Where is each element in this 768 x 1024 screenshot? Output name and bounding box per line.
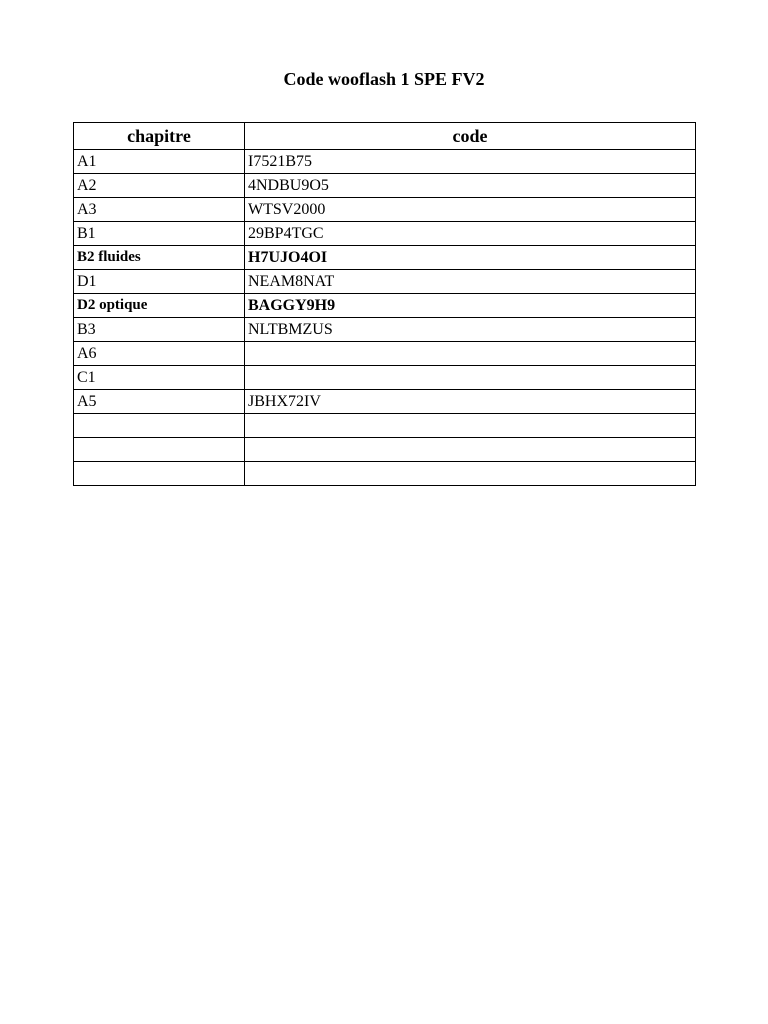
code-cell — [245, 438, 696, 462]
table-row — [74, 150, 696, 174]
table-row — [74, 342, 696, 366]
chapitre-cell: C1 — [74, 366, 245, 390]
table-row — [74, 222, 696, 246]
table-row — [74, 270, 696, 294]
code-cell — [245, 366, 696, 390]
table-row — [74, 294, 696, 318]
chapitre-cell: A6 — [74, 342, 245, 366]
code-cell: 4NDBU9O5 — [245, 174, 696, 198]
table-header-row — [74, 123, 696, 150]
code-cell — [245, 342, 696, 366]
table-row — [74, 438, 696, 462]
table-row — [74, 318, 696, 342]
chapitre-cell — [74, 438, 245, 462]
chapitre-cell: D1 — [74, 270, 245, 294]
chapitre-cell: A1 — [74, 150, 245, 174]
code-cell: WTSV2000 — [245, 198, 696, 222]
table-row — [74, 198, 696, 222]
code-cell: H7UJO4OI — [245, 246, 696, 270]
table-row — [74, 390, 696, 414]
code-cell: NLTBMZUS — [245, 318, 696, 342]
chapitre-cell: B1 — [74, 222, 245, 246]
table-row — [74, 174, 696, 198]
chapitre-cell: A2 — [74, 174, 245, 198]
header-chapitre: chapitre — [74, 123, 245, 150]
chapitre-cell: D2 optique — [74, 294, 245, 318]
chapitre-cell: B2 fluides — [74, 246, 245, 270]
chapitre-cell: B3 — [74, 318, 245, 342]
code-cell: 29BP4TGC — [245, 222, 696, 246]
code-cell: BAGGY9H9 — [245, 294, 696, 318]
codes-table — [73, 122, 696, 486]
page-title: Code wooflash 1 SPE FV2 — [283, 69, 485, 89]
table-row — [74, 414, 696, 438]
code-cell — [245, 414, 696, 438]
code-cell: JBHX72IV — [245, 390, 696, 414]
chapitre-cell — [74, 414, 245, 438]
code-cell: NEAM8NAT — [245, 270, 696, 294]
chapitre-cell: A5 — [74, 390, 245, 414]
code-cell — [245, 462, 696, 486]
chapitre-cell: A3 — [74, 198, 245, 222]
header-code: code — [245, 123, 696, 150]
chapitre-cell — [74, 462, 245, 486]
table-row — [74, 462, 696, 486]
table-row — [74, 366, 696, 390]
table-row — [74, 246, 696, 270]
code-cell: I7521B75 — [245, 150, 696, 174]
